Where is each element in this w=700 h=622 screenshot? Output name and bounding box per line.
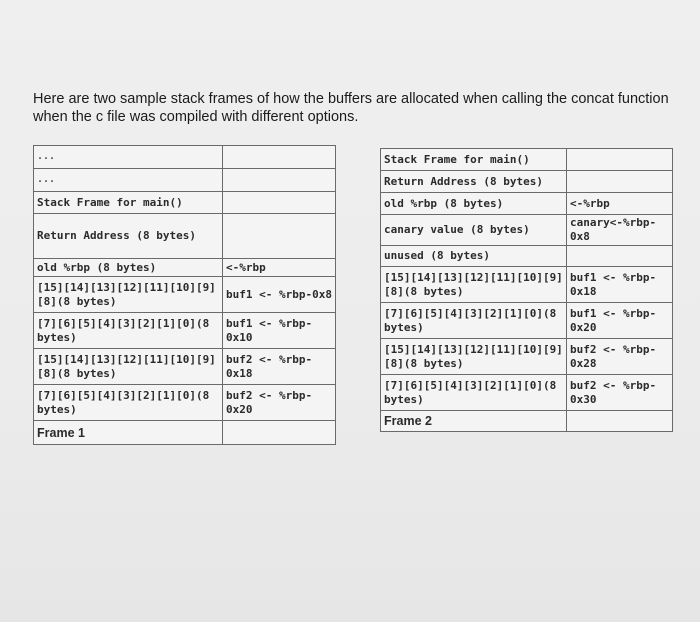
frame2-cell-content: [15][14][13][12][11][10][9][8](8 bytes)	[381, 339, 567, 375]
frame2-cell-pointer: buf2 <- %rbp-0x28	[567, 339, 673, 375]
frame1-label-empty-cell	[223, 421, 336, 445]
frame1-label-row	[34, 421, 336, 445]
frame2-table	[380, 148, 673, 432]
frame1-cell-content: old %rbp (8 bytes)	[34, 259, 223, 277]
frame1-cell-pointer: buf1 <- %rbp-0x10	[223, 313, 336, 349]
frame1-cell-pointer	[223, 146, 336, 169]
frame1-row	[34, 214, 336, 259]
frame2-row	[381, 267, 673, 303]
frame2-cell-pointer	[567, 149, 673, 171]
frame1-cell-pointer: <-%rbp	[223, 259, 336, 277]
frame2-row	[381, 171, 673, 193]
frame2-row	[381, 246, 673, 267]
frame2-label-empty-cell	[567, 411, 673, 432]
frame2-cell-pointer: canary<-%rbp-0x8	[567, 215, 673, 246]
frame1-row	[34, 313, 336, 349]
frame2-cell-content: canary value (8 bytes)	[381, 215, 567, 246]
frame1-row	[34, 349, 336, 385]
frame1-cell-pointer: buf1 <- %rbp-0x8	[223, 277, 336, 313]
frame2-cell-pointer: buf1 <- %rbp-0x20	[567, 303, 673, 339]
frame1-cell-pointer: buf2 <- %rbp-0x20	[223, 385, 336, 421]
frame2-label-row	[381, 411, 673, 432]
frame1-row	[34, 169, 336, 192]
frame1-row	[34, 385, 336, 421]
frame2-label: Frame 2	[381, 411, 567, 432]
frame2-cell-pointer: buf1 <- %rbp-0x18	[567, 267, 673, 303]
frame2-cell-pointer	[567, 171, 673, 193]
frame1-cell-pointer: buf2 <- %rbp-0x18	[223, 349, 336, 385]
frame2-cell-content: unused (8 bytes)	[381, 246, 567, 267]
frame1-table	[33, 145, 336, 445]
frame2-row	[381, 375, 673, 411]
frame2-cell-pointer: <-%rbp	[567, 193, 673, 215]
frame1-cell-pointer	[223, 169, 336, 192]
frame1-cell-content: [7][6][5][4][3][2][1][0](8 bytes)	[34, 385, 223, 421]
frame2-cell-content: [7][6][5][4][3][2][1][0](8 bytes)	[381, 303, 567, 339]
frame2-row	[381, 193, 673, 215]
frame1-cell-content: ...	[34, 146, 223, 169]
frame1-row	[34, 146, 336, 169]
frame2-cell-content: [7][6][5][4][3][2][1][0](8 bytes)	[381, 375, 567, 411]
frame2-row	[381, 303, 673, 339]
frame2-cell-content: [15][14][13][12][11][10][9][8](8 bytes)	[381, 267, 567, 303]
frame2-row	[381, 339, 673, 375]
intro-text: Here are two sample stack frames of how the buffers are allocated when calling the concat function when the c file was compiled with different options.	[33, 91, 669, 125]
frame1-row	[34, 259, 336, 277]
frame2-cell-content: Stack Frame for main()	[381, 149, 567, 171]
frame1-row	[34, 192, 336, 214]
frame2-cell-pointer	[567, 246, 673, 267]
frame1-cell-pointer	[223, 214, 336, 259]
frame2-row	[381, 149, 673, 171]
frame1-cell-content: Stack Frame for main()	[34, 192, 223, 214]
frame2-cell-pointer: buf2 <- %rbp-0x30	[567, 375, 673, 411]
frame2-cell-content: Return Address (8 bytes)	[381, 171, 567, 193]
frame1-cell-content: ...	[34, 169, 223, 192]
frame1-cell-content: Return Address (8 bytes)	[34, 214, 223, 259]
frame1-cell-content: [7][6][5][4][3][2][1][0](8 bytes)	[34, 313, 223, 349]
frame1-cell-content: [15][14][13][12][11][10][9][8](8 bytes)	[34, 277, 223, 313]
frame1-cell-pointer	[223, 192, 336, 214]
frame2-cell-content: old %rbp (8 bytes)	[381, 193, 567, 215]
frame1-cell-content: [15][14][13][12][11][10][9][8](8 bytes)	[34, 349, 223, 385]
frame2-row	[381, 215, 673, 246]
frame1-label: Frame 1	[34, 421, 223, 445]
frame1-row	[34, 277, 336, 313]
